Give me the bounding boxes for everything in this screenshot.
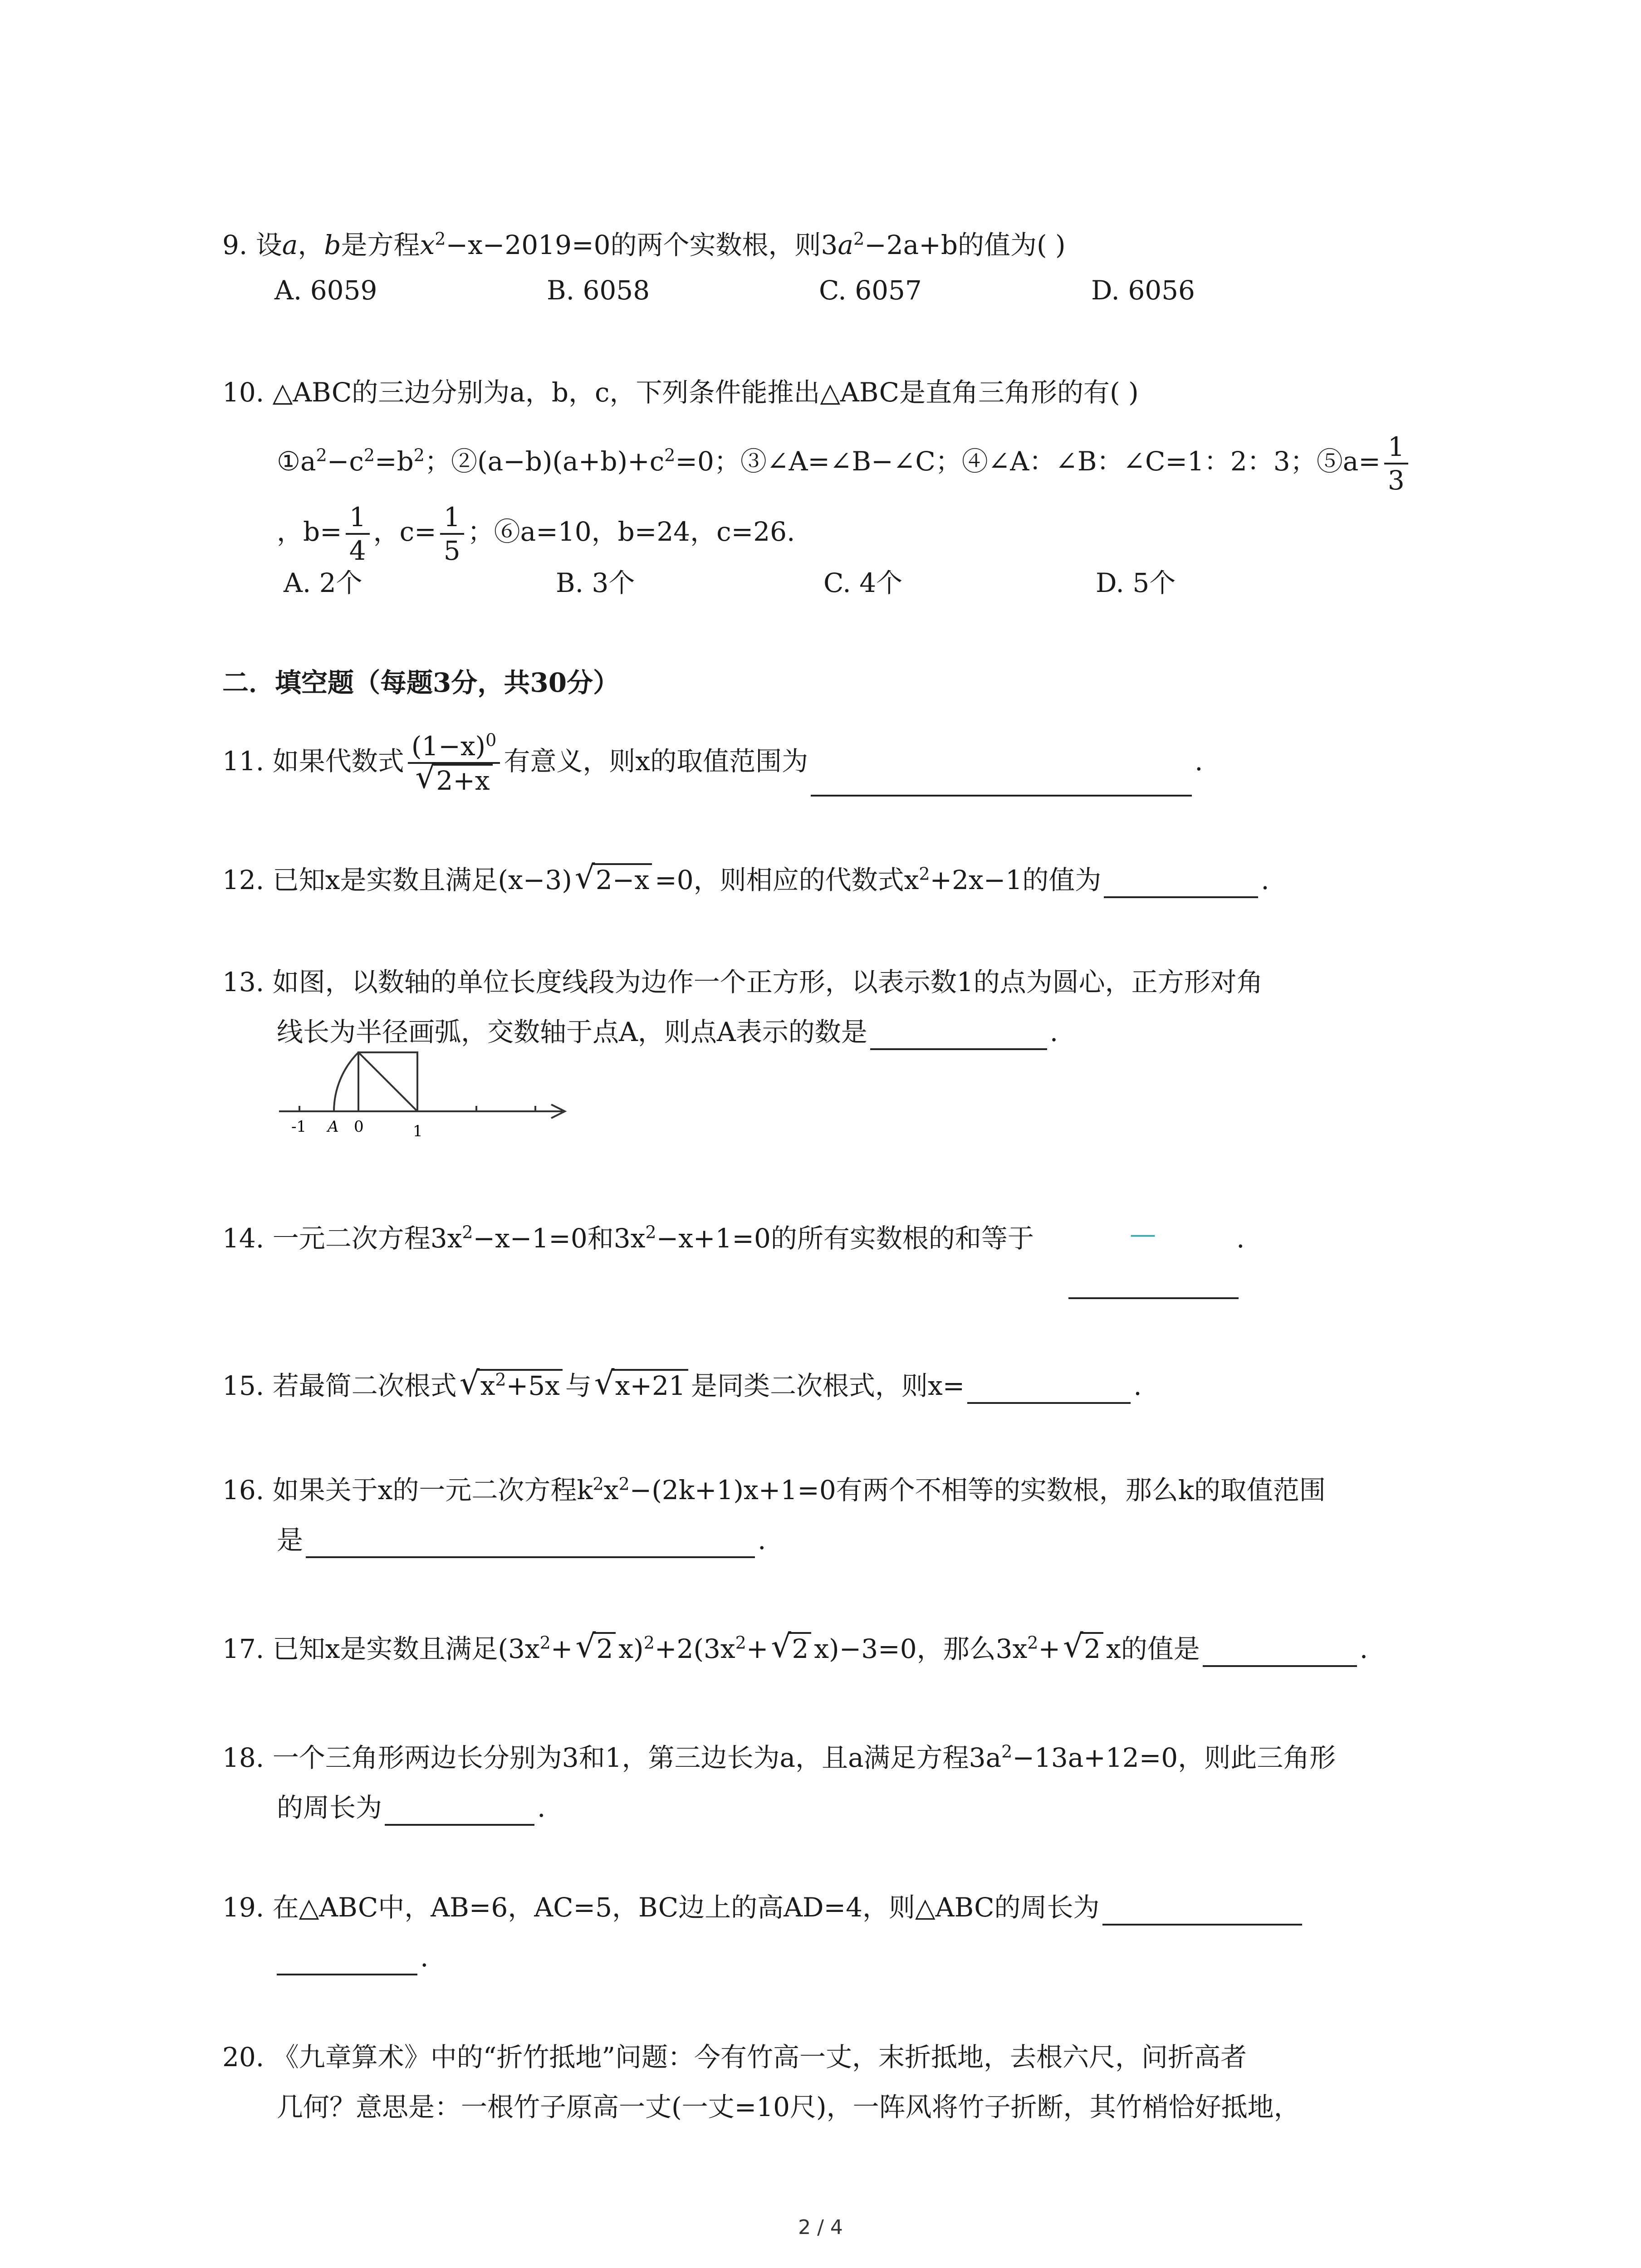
q11-radicand: 2+x (433, 764, 492, 796)
q9-rest2: −2a+b的值为( ) (864, 230, 1066, 260)
question-15 (222, 1364, 1142, 1404)
q17-p6: + (1038, 1633, 1061, 1664)
answer-blank-19a[interactable] (1102, 1900, 1302, 1926)
q16-post: −(2k+1)x+1=0有两个不相等的实数根，那么k的取值范围 (629, 1475, 1326, 1505)
label-zero: 0 (354, 1118, 364, 1136)
fraction-one-quarter (346, 501, 370, 567)
radical-icon: √ (575, 1628, 596, 1665)
q17-number: 17. (222, 1633, 265, 1664)
radical-icon: √ (594, 1364, 615, 1402)
section-heading: 二．填空题（每题3分，共30分） (222, 667, 620, 698)
q15-r1b: +5x (506, 1370, 560, 1401)
q11-pre: 如果代数式 (272, 746, 404, 777)
frac-den: 3 (1387, 465, 1405, 496)
square-diagonal (358, 1052, 417, 1111)
q16-line2-text: 是 (277, 1525, 304, 1555)
option-value: 6056 (1128, 275, 1195, 306)
question-9 (222, 227, 1066, 263)
option-label: B. (547, 275, 575, 306)
option-label: D. (1096, 567, 1124, 598)
q12-sq: 2 (919, 864, 930, 884)
q14-number: 14. (222, 1223, 265, 1254)
sqrt-symbol (771, 1628, 811, 1667)
option-label: C. (819, 275, 847, 306)
q9-option-a (274, 272, 377, 308)
answer-blank-17[interactable] (1203, 1642, 1357, 1667)
q18-post: −13a+12=0，则此三角形 (1012, 1742, 1336, 1773)
radical-icon: √ (459, 1364, 480, 1402)
answer-blank-13[interactable] (870, 1025, 1047, 1050)
q9-option-c (819, 272, 922, 308)
q11-number: 11. (222, 746, 265, 777)
q10-t8: ；⑥a=10，b=24，c=26. (467, 516, 795, 547)
q14-sq1: 2 (462, 1222, 473, 1242)
q11-end: . (1195, 746, 1203, 777)
q15-radicand2: x+21 (612, 1369, 688, 1401)
q17-r2: 2 (789, 1632, 811, 1664)
fraction-one-fifth (440, 501, 464, 567)
option-label: B. (556, 567, 584, 598)
q17-p3: +2(3x (654, 1633, 735, 1664)
q9-number: 9. (222, 230, 248, 260)
q10-s2: 2 (363, 445, 375, 465)
q10-s1: 2 (316, 445, 327, 465)
q17-r3: 2 (1081, 1632, 1103, 1664)
q14-post: −x+1=0的所有实数根的和等于 (656, 1223, 1034, 1254)
q12-number: 12. (222, 865, 265, 895)
question-10 (222, 374, 1139, 411)
radical-icon: √ (1063, 1628, 1083, 1665)
q18-line2-text: 的周长为 (277, 1792, 382, 1823)
q19-number: 19. (222, 1892, 265, 1923)
q9-pre: 设 (255, 230, 282, 260)
q10-t4: ；②(a−b)(a+b)+c (424, 446, 665, 477)
sqrt-symbol (1063, 1628, 1103, 1667)
q19-pre: 在△ABC中，AB=6，AC=5，BC边上的高AD=4，则△ABC的周长为 (272, 1892, 1100, 1923)
q16-line2 (277, 1522, 766, 1558)
answer-blank-11[interactable] (811, 771, 1192, 797)
q12-radicand: 2−x (593, 863, 652, 895)
option-value: 5个 (1132, 567, 1176, 598)
q18-line2 (277, 1789, 545, 1826)
q9-a2: a (838, 230, 853, 260)
q12-end: . (1261, 865, 1269, 895)
sqrt-symbol (575, 1628, 616, 1667)
q10-option-b (556, 565, 635, 601)
q17-r1: 2 (593, 1632, 616, 1664)
q9-option-d (1091, 272, 1195, 308)
q10-option-c (823, 565, 902, 601)
option-value: 4个 (859, 567, 903, 598)
q12-mid: =0，则相应的代数式x (655, 865, 919, 895)
frac-den: 4 (349, 535, 366, 566)
q11-fn: (1−x) (411, 731, 486, 762)
q13-number: 13. (222, 967, 265, 997)
q17-p5: x)−3=0，那么3x (814, 1633, 1028, 1664)
frac-num: 1 (346, 501, 370, 535)
option-value: 6059 (310, 275, 377, 306)
q11-post: 有意义，则x的取值范围为 (504, 746, 808, 777)
q15-r1sq: 2 (495, 1369, 506, 1390)
option-label: A. (284, 567, 311, 598)
q15-radicand1 (478, 1369, 563, 1401)
q17-p1: + (550, 1633, 573, 1664)
answer-blank-18[interactable] (385, 1800, 534, 1826)
q10-t6: ，b= (277, 516, 342, 547)
q20-line2: 几何？意思是：一根竹子原高一丈(一丈=10尺)，一阵风将竹子折断，其竹梢恰好抵地， (277, 2092, 1300, 2122)
option-value: 2个 (319, 567, 362, 598)
q9-mid: 是方程 (341, 230, 420, 260)
q9-sq2: 2 (853, 229, 865, 249)
fraction-one-third (1384, 431, 1408, 496)
q17-sq1: 2 (539, 1633, 551, 1653)
option-value: 3个 (592, 567, 635, 598)
question-20 (222, 2039, 1247, 2075)
q17-p2: x) (618, 1633, 644, 1664)
frac-num: 1 (1384, 431, 1408, 464)
q20-line1: 《九章算术》中的“折竹抵地”问题：今有竹高一丈，末折抵地，去根六尺，问折高者 (272, 2042, 1247, 2072)
label-point-a: A (328, 1118, 339, 1136)
q18-sq: 2 (1001, 1741, 1013, 1762)
q10-t2: −c (327, 446, 364, 477)
question-12 (222, 859, 1269, 898)
q13-line1: 如图，以数轴的单位长度线段为边作一个正方形，以表示数1的点为圆心，正方形对角 (272, 967, 1263, 997)
label-one: 1 (413, 1122, 423, 1140)
question-16 (222, 1472, 1326, 1508)
question-17 (222, 1628, 1368, 1667)
sqrt-symbol (415, 758, 492, 797)
q15-pre: 若最简二次根式 (272, 1370, 457, 1401)
q10-line1: △ABC的三边分别为a，b，c，下列条件能推出△ABC是直角三角形的有( ) (272, 377, 1139, 408)
q17-p4: + (746, 1633, 769, 1664)
q10-line2 (277, 431, 1412, 496)
option-value: 6057 (855, 275, 922, 306)
q13-line2-text: 线长为半径画弧，交数轴于点A，则点A表示的数是 (277, 1017, 867, 1047)
q9-rest: −x−2019=0的两个实数根，则3 (446, 230, 838, 260)
q15-end: . (1133, 1370, 1142, 1401)
q10-t3: =b (375, 446, 414, 477)
q10-number: 10. (222, 377, 265, 408)
q12-pre: 已知x是实数且满足(x−3) (272, 865, 572, 895)
q10-s3: 2 (413, 445, 425, 465)
answer-blank-16[interactable] (306, 1533, 755, 1558)
q19-end: . (420, 1942, 429, 1973)
radical-icon: √ (415, 758, 436, 796)
number-line-figure (272, 1048, 581, 1152)
q16-number: 16. (222, 1475, 265, 1505)
q9-x: x (420, 230, 435, 260)
q14-mid: −x−1=0和3x (473, 1223, 646, 1254)
option-label: A. (274, 275, 302, 306)
frac-num: 1 (440, 501, 464, 535)
q10-line3 (277, 501, 795, 567)
q17-p7: x的值是 (1106, 1633, 1200, 1664)
q15-mid: 与 (565, 1370, 592, 1401)
page-number: 2 / 4 (798, 2216, 843, 2239)
q15-number: 15. (222, 1370, 265, 1401)
q9-sq: 2 (435, 229, 446, 249)
sqrt-symbol (574, 859, 652, 898)
question-18 (222, 1740, 1336, 1776)
q18-number: 18. (222, 1742, 265, 1773)
q16-pre: 如果关于x的一元二次方程k (272, 1475, 593, 1505)
q14-pre: 一元二次方程3x (272, 1223, 462, 1254)
label-minus1: -1 (291, 1118, 307, 1136)
q11-fraction (408, 730, 500, 797)
question-14 (222, 1220, 1034, 1256)
sqrt-symbol (459, 1364, 563, 1404)
arc (334, 1052, 358, 1111)
q17-sq2: 2 (643, 1633, 655, 1653)
radical-icon: √ (771, 1628, 792, 1665)
question-11 (222, 730, 1203, 797)
answer-blank-19b[interactable] (277, 1950, 417, 1975)
q10-t5: =0；③∠A=∠B−∠C；④∠A：∠B：∠C=1：2：3；⑤a= (675, 446, 1381, 477)
teal-dash-mark: — (1130, 1218, 1156, 1249)
q15-r1a: x (480, 1370, 495, 1401)
q18-pre: 一个三角形两边长分别为3和1，第三边长为a，且a满足方程3a (272, 1742, 1002, 1773)
q10-t7: ，c= (373, 516, 436, 547)
answer-blank-12[interactable] (1104, 873, 1258, 898)
q16-end: . (758, 1525, 766, 1555)
q12-post: +2x−1的值为 (930, 865, 1102, 895)
q15-post: 是同类二次根式，则x= (691, 1370, 965, 1401)
q9-comma: ， (298, 230, 324, 260)
q10-option-a (284, 565, 362, 601)
frac-den: 5 (443, 535, 460, 566)
q16-sq1: 2 (593, 1474, 604, 1494)
q20-number: 20. (222, 2042, 265, 2072)
radical-icon: √ (574, 859, 595, 896)
q9-b: b (324, 230, 341, 260)
option-value: 6058 (583, 275, 650, 306)
sqrt-symbol (594, 1364, 688, 1404)
q14-sq2: 2 (645, 1222, 656, 1242)
q19-line2 (277, 1939, 428, 1975)
q11-frac-den (408, 758, 500, 797)
option-label: D. (1091, 275, 1120, 306)
q13-line2 (277, 1014, 1058, 1050)
q11-fsup: 0 (485, 730, 497, 750)
q18-end: . (537, 1792, 546, 1823)
answer-blank-15[interactable] (967, 1378, 1131, 1404)
q17-end: . (1359, 1633, 1368, 1664)
q13-end: . (1049, 1017, 1058, 1047)
q16-m1: x (603, 1475, 619, 1505)
q10-t1: ①a (277, 446, 316, 477)
question-13 (222, 964, 1263, 1000)
q10-s4: 2 (664, 445, 676, 465)
q17-sq4: 2 (1027, 1633, 1038, 1653)
q14-end: . (1236, 1223, 1245, 1254)
q16-sq2: 2 (618, 1474, 630, 1494)
q10-option-d (1096, 565, 1176, 601)
q17-pre: 已知x是实数且满足(3x (272, 1633, 540, 1664)
option-label: C. (823, 567, 851, 598)
q9-a: a (282, 230, 298, 260)
q9-option-b (547, 272, 650, 308)
q17-sq3: 2 (735, 1633, 746, 1653)
answer-blank-14[interactable] (1068, 1297, 1239, 1299)
question-19 (222, 1889, 1305, 1926)
